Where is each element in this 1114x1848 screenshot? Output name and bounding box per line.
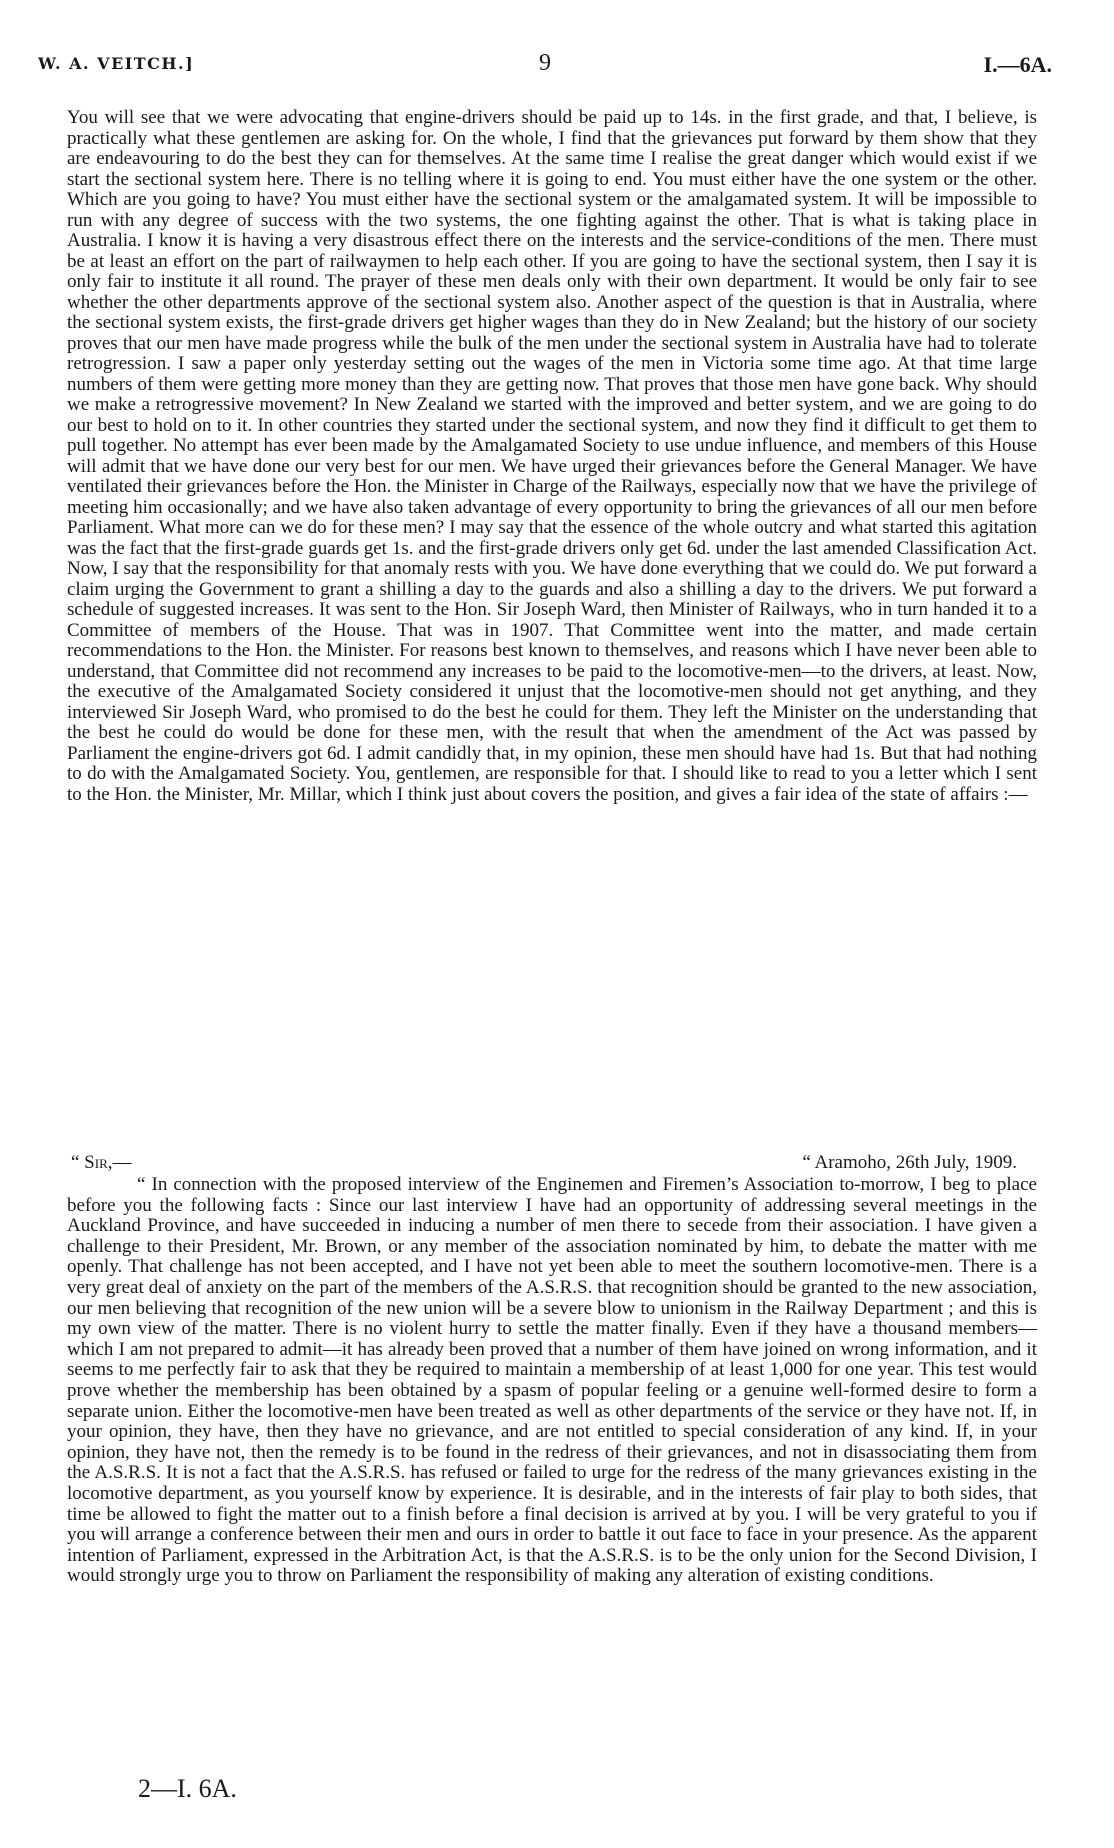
speaker-name: W. A. VEITCH.] — [38, 54, 195, 73]
letter-body — [67, 1175, 1037, 1587]
page-number: 9 — [539, 50, 551, 76]
testimony-paragraph — [67, 108, 1037, 805]
letter-heading — [67, 1152, 1037, 1176]
running-head — [38, 50, 1052, 84]
letter-paragraph: “ In connection with the proposed interview of the Enginemen and Firemen’s Association to-morrow, I beg to place before you the following facts : Since our last interview I have had an opportunity of addressing several meetings in the Auckland Province, and have succeeded in inducing a number of men there to secede from their association. I have given a challenge to their President, Mr. Brown, or any member of the association nominated by him, to debate the matter with me openly. That challenge has not been accepted, and I have not yet been able to meet the southern locomotive-men. There is a very great deal of anxiety on the part of the members of the A.S.R.S. that recognition should be granted to the new association, our men believing that recognition of the new union will be a severe blow to unionism in the Railway Department ; and this is my own view of the matter. There is no violent hurry to settle the matter finally. Even if they have a thousand members—which I am not prepared to admit—it has already been proved that a number of them have joined on wrong information, and it seems to me perfectly fair to ask that they be required to maintain a membership of at least 1,000 for one year. This test would prove whether the membership has been obtained by a spasm of popular feeling or a genuine well-formed desire to form a separate union. Either the locomotive-men have been treated as well as other departments of the service or they have not. If, in your opinion, they have, then they have no grievance, and are not entitled to special consideration of any kind. If, in your opinion, they have not, then the remedy is to be found in the redress of their grievances, and not in disassociating them from the A.S.R.S. It is not a fact that the A.S.R.S. has refused or failed to urge for the redress of the many grievances existing in the locomotive department, as you yourself know by experience. It is desirable, and in the interests of fair play to both sides, that time be allowed to fight the matter out to a finish before a final decision is arrived at by you. I will be very grateful to you if you will arrange a conference between their men and ours in order to battle it out face to face in your presence. As the apparent intention of Parliament, expressed in the Arbitration Act, is that the A.S.R.S. is to be the only union for the Second Division, I would strongly urge you to throw on Parliament the responsibility of making any alteration of existing conditions. — [67, 1174, 1037, 1587]
paragraph-text: You will see that we were advocating that engine-drivers should be paid up to 14s. in the first grade, and that, I believe, is practically what these gentlemen are asking for. On the whole, I find that the grievances put forward by them show that they are endeavouring to do the best they can for themselves. At the same time I realise the great danger which would exist if we start the sectional system here. There is no telling where it is going to end. You must either have the one system or the other. Which are you going to have? You must either have the sectional system or the amalgamated system. It will be impossible to run with any degree of success with the two systems, the one fighting against the other. That is what is taking place in Australia. I know it is having a very disastrous effect there on the interests and the service-conditions of the men. There must be at least an effort on the part of railwaymen to help each other. If you are going to have the sectional system, then I say it is only fair to institute it all round. The prayer of these men deals only with their own department. It would be only fair to see whether the other departments approve of the sectional system also. Another aspect of the question is that in Australia, where the sectional system exists, the first-grade drivers get higher wages than they do in New Zealand; but the history of our society proves that our men have made progress while the bulk of the men under the sectional system in Australia have had to tolerate retrogression. I saw a paper only yesterday setting out the wages of the men in Victoria some time ago. At that time large numbers of them were getting more money than they are getting now. That proves that those men have gone back. Why should we make a retrogressive movement? In New Zealand we started with the improved and better system, and we are going to do our best to hold on to it. In other countries they started under the sectional system, and now they find it difficult to get them to pull together. No attempt has ever been made by the Amalgamated Society to use undue influence, and members of this House will admit that we have done our very best for our men. We have urged their grievances before the General Manager. We have ventilated their grievances before the Hon. the Minister in Charge of the Railways, especially now that we have the privilege of meeting him occasionally; and we have also taken advantage of every opportunity to bring the grievances of all our men before Parliament. What more can we do for these men? I may say that the essence of the whole outcry and what started this agitation was the fact that the first-grade guards get 1s. and the first-grade drivers only get 6d. under the last amended Classification Act. Now, I say that the responsibility for that anomaly rests with you. We have done everything that we could do. We put forward a claim urging the Government to grant a shilling a day to the guards and also a shilling a day to the drivers. We put forward a schedule of suggested increases. It was sent to the Hon. Sir Joseph Ward, then Minister of Railways, who in turn handed it to a Committee of members of the House. That was in 1907. That Committee went into the matter, and made certain recommendations to the Hon. the Minister. For reasons best known to themselves, and reasons which I have never been able to understand, that Committee did not recommend any increases to be paid to the locomotive-men—to the drivers, at least. Now, the executive of the Amalgamated Society considered it unjust that the locomotive-men should not get anything, and they interviewed Sir Joseph Ward, who promised to do the best he could for them. They left the Minister on the understanding that the best he could do would be done for these men, with the result that when the amendment of the Act was passed by Parliament the engine-drivers got 6d. I admit candidly that, in my opinion, these men should have had 1s. But that had nothing to do with the Amalgamated Society. You, gentlemen, are responsible for that. I should like to read to you a letter which I sent to the Hon. the Minister, Mr. Millar, which I think just about covers the position, and gives a fair idea of the state of affairs :— — [67, 107, 1037, 805]
document-reference: I.—6A. — [983, 52, 1052, 77]
signature-mark: 2—I. 6A. — [138, 1774, 237, 1803]
letter-salutation: “ Sir,— — [71, 1152, 132, 1173]
letter-dateline: “ Aramoho, 26th July, 1909. — [802, 1152, 1017, 1173]
